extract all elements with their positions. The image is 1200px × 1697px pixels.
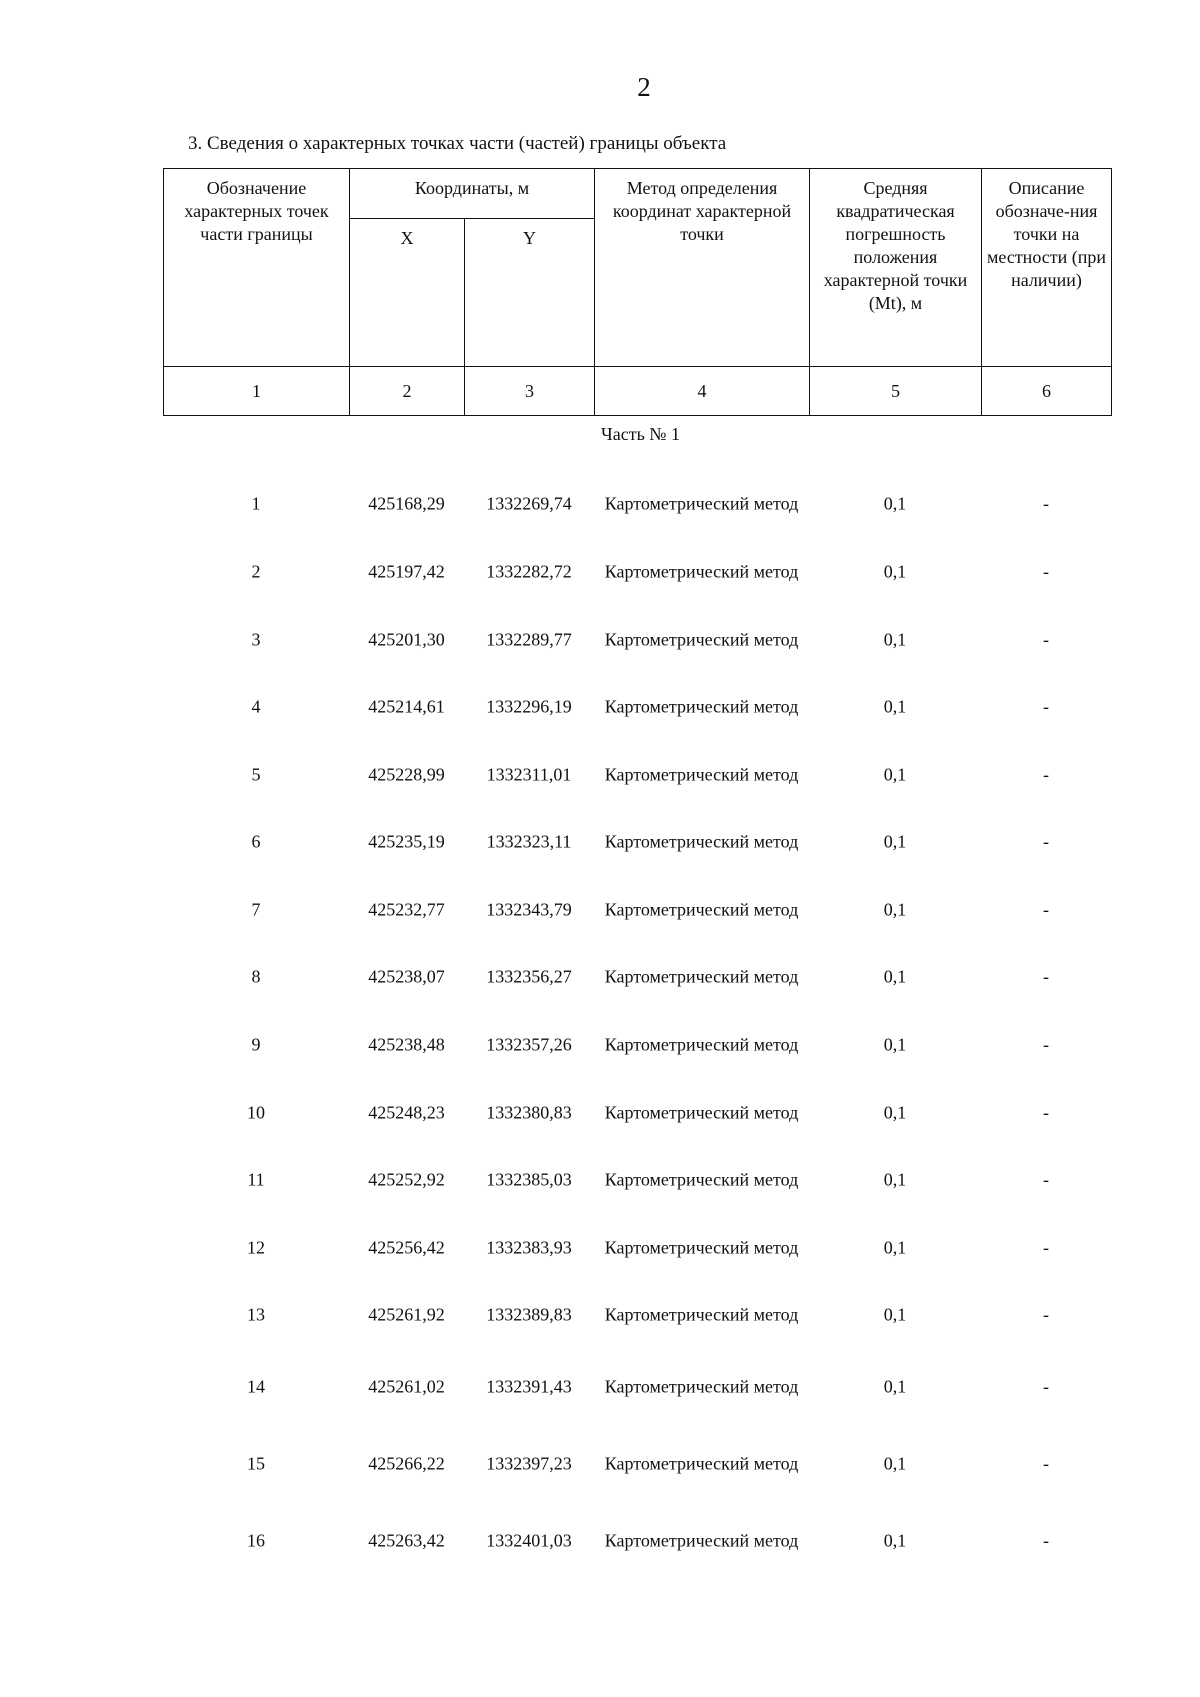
- point-id: 4: [251, 696, 261, 717]
- description: -: [1043, 899, 1049, 920]
- method: Картометрический метод: [604, 1237, 799, 1258]
- coord-y: 1332296,19: [486, 696, 572, 717]
- point-id: 1: [251, 493, 261, 514]
- column-number: 2: [350, 367, 465, 416]
- coord-x: 425214,61: [368, 696, 445, 717]
- error-value: 0,1: [883, 1376, 907, 1397]
- error-value: 0,1: [883, 493, 907, 514]
- coord-x: 425266,22: [368, 1453, 445, 1474]
- method: Картометрический метод: [604, 764, 799, 785]
- error-value: 0,1: [883, 1304, 907, 1325]
- description: -: [1043, 629, 1049, 650]
- point-id: 11: [247, 1169, 265, 1190]
- coord-x: 425168,29: [368, 493, 445, 514]
- error-value: 0,1: [883, 966, 907, 987]
- section-title: 3. Сведения о характерных точках части (частей) границы объекта: [188, 133, 727, 154]
- description: -: [1043, 493, 1049, 514]
- coord-y: 1332397,23: [486, 1453, 572, 1474]
- error-value: 0,1: [883, 1237, 907, 1258]
- error-value: 0,1: [883, 1453, 907, 1474]
- error-value: 0,1: [883, 561, 907, 582]
- point-id: 6: [251, 831, 261, 852]
- point-id: 7: [251, 899, 261, 920]
- header-error: Средняя квадратическая погрешность положения характерной точки (Mt), м: [810, 169, 982, 367]
- method: Картометрический метод: [604, 1453, 799, 1474]
- coord-x: 425238,48: [368, 1034, 445, 1055]
- method: Картометрический метод: [604, 1304, 799, 1325]
- method: Картометрический метод: [604, 1530, 799, 1551]
- point-id: 15: [247, 1453, 265, 1474]
- coord-x: 425232,77: [368, 899, 445, 920]
- coord-x: 425228,99: [368, 764, 445, 785]
- error-value: 0,1: [883, 1169, 907, 1190]
- description: -: [1043, 1237, 1049, 1258]
- description: -: [1043, 966, 1049, 987]
- column-number: 5: [810, 367, 982, 416]
- header-y: Y: [465, 219, 595, 367]
- coord-y: 1332385,03: [486, 1169, 572, 1190]
- coord-y: 1332356,27: [486, 966, 572, 987]
- coord-y: 1332343,79: [486, 899, 572, 920]
- coord-y: 1332289,77: [486, 629, 572, 650]
- coord-x: 425238,07: [368, 966, 445, 987]
- coord-x: 425261,02: [368, 1376, 445, 1397]
- method: Картометрический метод: [604, 831, 799, 852]
- description: -: [1043, 1102, 1049, 1123]
- coord-x: 425261,92: [368, 1304, 445, 1325]
- column-number: 1: [164, 367, 350, 416]
- description: -: [1043, 561, 1049, 582]
- coord-y: 1332269,74: [486, 493, 572, 514]
- header-x: X: [350, 219, 465, 367]
- description: -: [1043, 1304, 1049, 1325]
- point-id: 3: [251, 629, 261, 650]
- method: Картометрический метод: [604, 1169, 799, 1190]
- error-value: 0,1: [883, 1530, 907, 1551]
- point-id: 5: [251, 764, 261, 785]
- coord-y: 1332389,83: [486, 1304, 572, 1325]
- coord-x: 425263,42: [368, 1530, 445, 1551]
- description: -: [1043, 1376, 1049, 1397]
- error-value: 0,1: [883, 1034, 907, 1055]
- point-id: 16: [247, 1530, 265, 1551]
- error-value: 0,1: [883, 899, 907, 920]
- method: Картометрический метод: [604, 1376, 799, 1397]
- point-id: 14: [247, 1376, 265, 1397]
- point-id: 12: [247, 1237, 265, 1258]
- column-number: 3: [465, 367, 595, 416]
- method: Картометрический метод: [604, 629, 799, 650]
- coord-x: 425235,19: [368, 831, 445, 852]
- description: -: [1043, 696, 1049, 717]
- description: -: [1043, 1034, 1049, 1055]
- point-id: 8: [251, 966, 261, 987]
- header-description: Описание обозначе-ния точки на местности (при наличии): [982, 169, 1112, 367]
- description: -: [1043, 831, 1049, 852]
- method: Картометрический метод: [604, 493, 799, 514]
- description: -: [1043, 1453, 1049, 1474]
- method: Картометрический метод: [604, 966, 799, 987]
- coord-x: 425256,42: [368, 1237, 445, 1258]
- part-label: Часть № 1: [601, 424, 680, 444]
- method: Картометрический метод: [604, 899, 799, 920]
- coord-y: 1332401,03: [486, 1530, 572, 1551]
- error-value: 0,1: [883, 696, 907, 717]
- column-number: 4: [595, 367, 810, 416]
- header-method: Метод определения координат характерной точки: [595, 169, 810, 367]
- coord-x: 425197,42: [368, 561, 445, 582]
- coord-y: 1332357,26: [486, 1034, 572, 1055]
- point-id: 13: [247, 1304, 265, 1325]
- coord-y: 1332311,01: [486, 764, 572, 785]
- coord-x: 425248,23: [368, 1102, 445, 1123]
- method: Картометрический метод: [604, 1034, 799, 1055]
- coord-y: 1332282,72: [486, 561, 572, 582]
- point-id: 9: [251, 1034, 261, 1055]
- page-number: 2: [637, 72, 651, 102]
- method: Картометрический метод: [604, 696, 799, 717]
- error-value: 0,1: [883, 629, 907, 650]
- coord-y: 1332383,93: [486, 1237, 572, 1258]
- method: Картометрический метод: [604, 1102, 799, 1123]
- header-point-designation: Обозначение характерных точек части границы: [164, 169, 350, 367]
- column-number: 6: [982, 367, 1112, 416]
- coord-y: 1332380,83: [486, 1102, 572, 1123]
- description: -: [1043, 1530, 1049, 1551]
- coord-y: 1332391,43: [486, 1376, 572, 1397]
- point-id: 2: [251, 561, 261, 582]
- coord-y: 1332323,11: [486, 831, 572, 852]
- coord-x: 425201,30: [368, 629, 445, 650]
- point-id: 10: [247, 1102, 265, 1123]
- header-coordinates: Координаты, м: [350, 169, 595, 219]
- description: -: [1043, 1169, 1049, 1190]
- error-value: 0,1: [883, 764, 907, 785]
- description: -: [1043, 764, 1049, 785]
- method: Картометрический метод: [604, 561, 799, 582]
- error-value: 0,1: [883, 1102, 907, 1123]
- error-value: 0,1: [883, 831, 907, 852]
- coord-x: 425252,92: [368, 1169, 445, 1190]
